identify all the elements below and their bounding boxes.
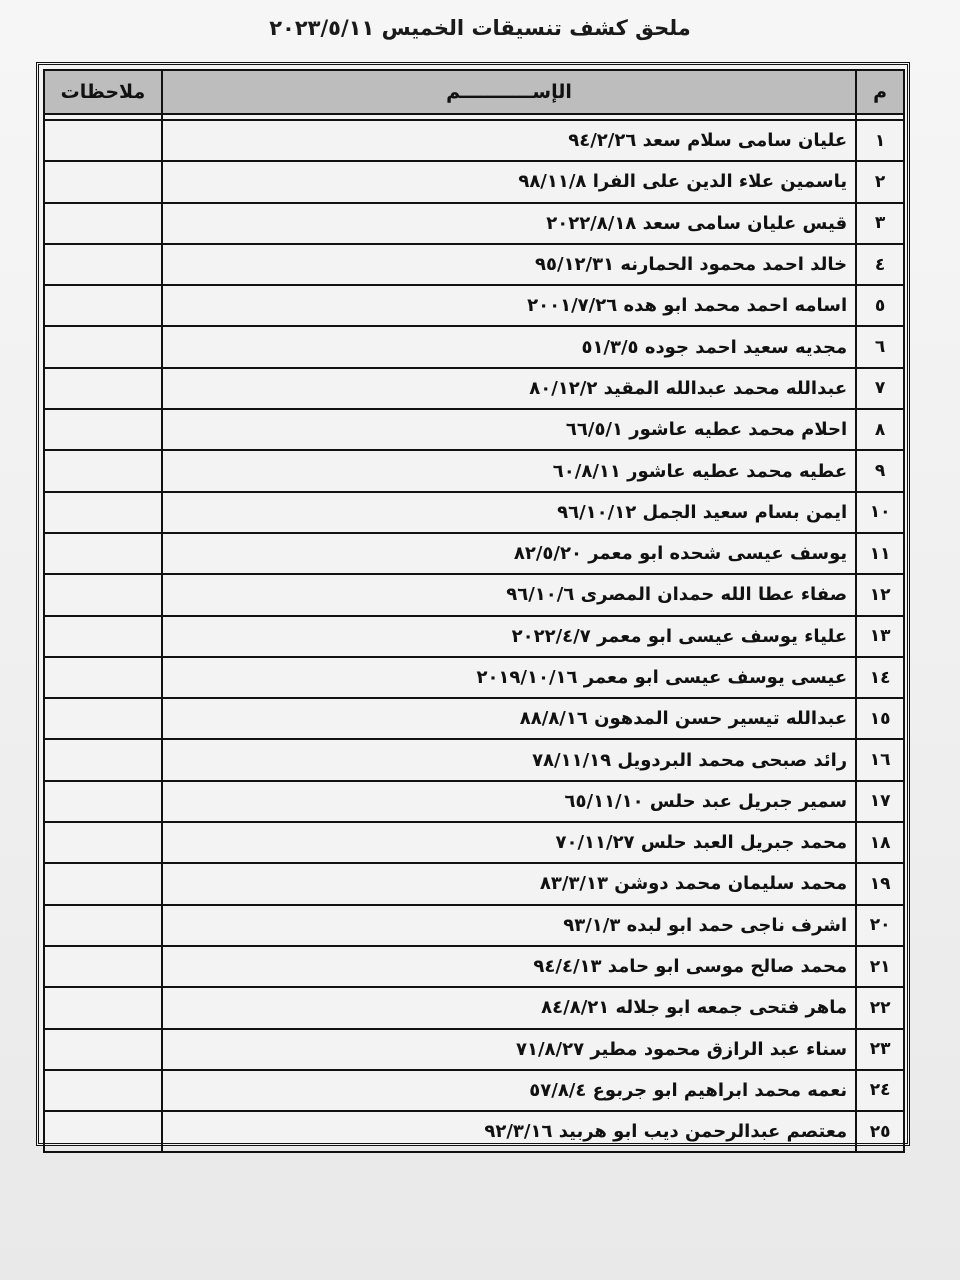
table-row [44, 863, 904, 904]
row-number: ٤ [856, 244, 904, 285]
row-name: عطيه محمد عطيه عاشور ٦٠/٨/١١ [162, 450, 856, 491]
row-name: قيس عليان سامى سعد ٢٠٢٢/٨/١٨ [162, 203, 856, 244]
row-name: محمد جبريل العبد حلس ٧٠/١١/٢٧ [162, 822, 856, 863]
row-number: ١ [856, 120, 904, 161]
row-notes [44, 368, 162, 409]
row-name: سمير جبريل عبد حلس ٦٥/١١/١٠ [162, 781, 856, 822]
table-row [44, 409, 904, 450]
table-row [44, 739, 904, 780]
row-name: عيسى يوسف عيسى ابو معمر ٢٠١٩/١٠/١٦ [162, 657, 856, 698]
row-name: ماهر فتحى جمعه ابو جلاله ٨٤/٨/٢١ [162, 987, 856, 1028]
row-name: ايمن بسام سعيد الجمل ٩٦/١٠/١٢ [162, 492, 856, 533]
row-notes [44, 657, 162, 698]
row-name: اسامه احمد محمد ابو هده ٢٠٠١/٧/٢٦ [162, 285, 856, 326]
table-row [44, 285, 904, 326]
page-title: ملحق كشف تنسيقات الخميس ٢٠٢٣/٥/١١ [269, 16, 691, 40]
table-row [44, 616, 904, 657]
row-name: محمد صالح موسى ابو حامد ٩٤/٤/١٣ [162, 946, 856, 987]
row-number: ٢٥ [856, 1111, 904, 1152]
row-number: ١٧ [856, 781, 904, 822]
row-number: ٧ [856, 368, 904, 409]
table-row [44, 203, 904, 244]
table-row [44, 533, 904, 574]
row-number: ١٤ [856, 657, 904, 698]
table-row [44, 698, 904, 739]
row-name: عليان سامى سلام سعد ٩٤/٢/٢٦ [162, 120, 856, 161]
table-row [44, 1111, 904, 1152]
row-notes [44, 616, 162, 657]
table-row [44, 492, 904, 533]
table-row [44, 368, 904, 409]
table-row [44, 574, 904, 615]
row-number: ١٢ [856, 574, 904, 615]
header-name: الإســـــــــــم [162, 70, 856, 114]
row-number: ١٨ [856, 822, 904, 863]
row-number: ٢١ [856, 946, 904, 987]
table-row [44, 244, 904, 285]
row-notes [44, 450, 162, 491]
row-number: ١٠ [856, 492, 904, 533]
row-name: اشرف ناجى حمد ابو لبده ٩٣/١/٣ [162, 905, 856, 946]
row-name: احلام محمد عطيه عاشور ٦٦/٥/١ [162, 409, 856, 450]
row-notes [44, 1070, 162, 1111]
row-notes [44, 1111, 162, 1152]
row-notes [44, 946, 162, 987]
table-row [44, 120, 904, 161]
row-notes [44, 905, 162, 946]
row-name: عبدالله تيسير حسن المدهون ٨٨/٨/١٦ [162, 698, 856, 739]
row-number: ١١ [856, 533, 904, 574]
row-name: معتصم عبدالرحمن ديب ابو هربيد ٩٢/٣/١٦ [162, 1111, 856, 1152]
row-number: ٦ [856, 326, 904, 367]
table-row [44, 1029, 904, 1070]
row-number: ١٩ [856, 863, 904, 904]
table-row [44, 450, 904, 491]
table-frame [36, 62, 910, 1146]
row-notes [44, 863, 162, 904]
names-table [43, 69, 905, 1153]
row-name: مجديه سعيد احمد جوده ٥١/٣/٥ [162, 326, 856, 367]
row-number: ١٣ [856, 616, 904, 657]
header-num: م [856, 70, 904, 114]
row-notes [44, 987, 162, 1028]
row-number: ٨ [856, 409, 904, 450]
row-notes [44, 326, 162, 367]
row-number: ١٥ [856, 698, 904, 739]
row-number: ٢٢ [856, 987, 904, 1028]
row-number: ٣ [856, 203, 904, 244]
row-number: ٩ [856, 450, 904, 491]
row-name: سناء عبد الرازق محمود مطير ٧١/٨/٢٧ [162, 1029, 856, 1070]
table-row [44, 657, 904, 698]
table-row [44, 326, 904, 367]
row-name: رائد صبحى محمد البردويل ٧٨/١١/١٩ [162, 739, 856, 780]
row-notes [44, 120, 162, 161]
row-notes [44, 822, 162, 863]
header-notes: ملاحظات [44, 70, 162, 114]
row-notes [44, 244, 162, 285]
row-number: ٥ [856, 285, 904, 326]
row-notes [44, 1029, 162, 1070]
row-notes [44, 781, 162, 822]
table-row [44, 781, 904, 822]
row-number: ١٦ [856, 739, 904, 780]
row-number: ٢٤ [856, 1070, 904, 1111]
row-name: نعمه محمد ابراهيم ابو جربوع ٥٧/٨/٤ [162, 1070, 856, 1111]
row-notes [44, 739, 162, 780]
table-row [44, 905, 904, 946]
row-name: ياسمين علاء الدين على الفرا ٩٨/١١/٨ [162, 161, 856, 202]
table-row [44, 946, 904, 987]
row-name: علياء يوسف عيسى ابو معمر ٢٠٢٢/٤/٧ [162, 616, 856, 657]
row-name: يوسف عيسى شحده ابو معمر ٨٢/٥/٢٠ [162, 533, 856, 574]
row-number: ٢٠ [856, 905, 904, 946]
table-row [44, 987, 904, 1028]
row-name: خالد احمد محمود الحمارنه ٩٥/١٢/٣١ [162, 244, 856, 285]
table-header-row [44, 70, 904, 114]
table-row [44, 1070, 904, 1111]
row-number: ٢ [856, 161, 904, 202]
row-number: ٢٣ [856, 1029, 904, 1070]
row-notes [44, 409, 162, 450]
row-name: صفاء عطا الله حمدان المصرى ٩٦/١٠/٦ [162, 574, 856, 615]
row-name: عبدالله محمد عبدالله المقيد ٨٠/١٢/٢ [162, 368, 856, 409]
row-notes [44, 574, 162, 615]
row-notes [44, 698, 162, 739]
row-notes [44, 161, 162, 202]
row-notes [44, 533, 162, 574]
row-name: محمد سليمان محمد دوشن ٨٣/٣/١٣ [162, 863, 856, 904]
row-notes [44, 203, 162, 244]
table-row [44, 822, 904, 863]
row-notes [44, 492, 162, 533]
row-notes [44, 285, 162, 326]
table-row [44, 161, 904, 202]
